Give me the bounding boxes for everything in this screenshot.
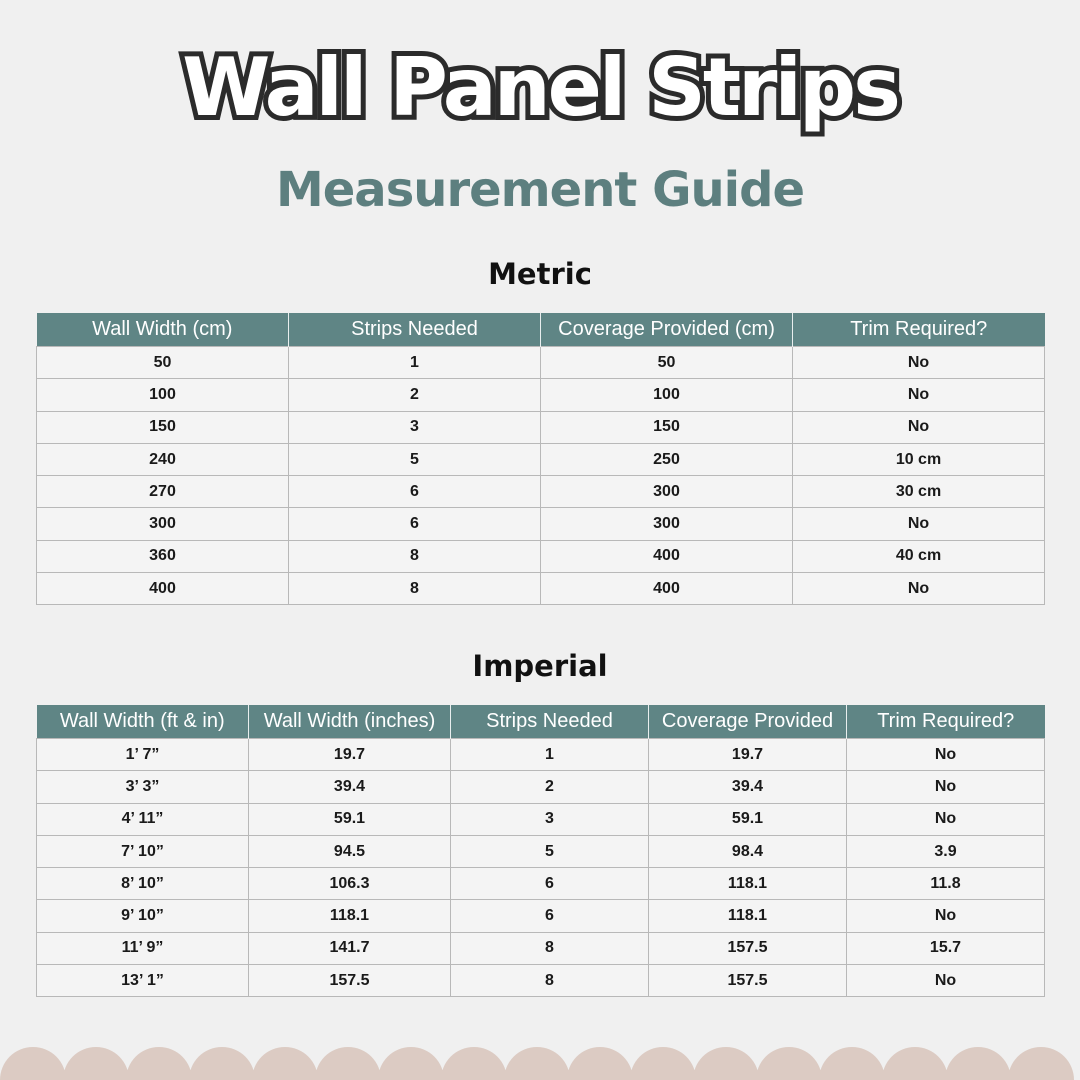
metric-cell: 400 [541, 540, 793, 572]
imperial-row [37, 739, 1045, 771]
imperial-cell: 157.5 [649, 965, 847, 997]
metric-header-row [37, 313, 1045, 347]
imperial-cell: 157.5 [249, 965, 451, 997]
metric-cell: 400 [37, 573, 289, 605]
metric-cell: 40 cm [793, 540, 1045, 572]
page-title: Wall Panel Strips [182, 41, 898, 134]
imperial-column-header: Trim Required? [847, 705, 1045, 739]
imperial-cell: 3 [451, 803, 649, 835]
imperial-cell: 9’ 10” [37, 900, 249, 932]
imperial-row [37, 932, 1045, 964]
imperial-cell: 6 [451, 868, 649, 900]
imperial-column-header: Coverage Provided [649, 705, 847, 739]
imperial-cell: 19.7 [249, 739, 451, 771]
metric-row [37, 508, 1045, 540]
imperial-cell: No [847, 771, 1045, 803]
imperial-cell: 1 [451, 739, 649, 771]
imperial-cell: 39.4 [649, 771, 847, 803]
metric-cell: 250 [541, 443, 793, 475]
imperial-cell: 118.1 [649, 900, 847, 932]
imperial-cell: 4’ 11” [37, 803, 249, 835]
imperial-cell: 8 [451, 932, 649, 964]
metric-cell: 400 [541, 573, 793, 605]
imperial-cell: 11’ 9” [37, 932, 249, 964]
metric-row [37, 411, 1045, 443]
metric-column-header: Coverage Provided (cm) [541, 313, 793, 347]
scalloped-border [0, 1040, 1080, 1080]
metric-row [37, 443, 1045, 475]
page-subtitle: Measurement Guide [275, 162, 804, 218]
metric-cell: 1 [289, 347, 541, 379]
metric-cell: 300 [37, 508, 289, 540]
metric-row [37, 379, 1045, 411]
imperial-cell: 8’ 10” [37, 868, 249, 900]
metric-cell: 5 [289, 443, 541, 475]
metric-cell: No [793, 508, 1045, 540]
imperial-cell: 6 [451, 900, 649, 932]
metric-cell: 2 [289, 379, 541, 411]
metric-cell: 150 [541, 411, 793, 443]
imperial-column-header: Wall Width (inches) [249, 705, 451, 739]
imperial-header-row [37, 705, 1045, 739]
metric-cell: 8 [289, 540, 541, 572]
metric-cell: 150 [37, 411, 289, 443]
metric-cell: 100 [37, 379, 289, 411]
metric-cell: 300 [541, 508, 793, 540]
imperial-cell: 3.9 [847, 835, 1045, 867]
metric-cell: 6 [289, 476, 541, 508]
metric-column-header: Wall Width (cm) [37, 313, 289, 347]
metric-cell: No [793, 411, 1045, 443]
metric-cell: 50 [37, 347, 289, 379]
imperial-cell: No [847, 739, 1045, 771]
imperial-cell: No [847, 803, 1045, 835]
metric-row [37, 476, 1045, 508]
imperial-cell: 98.4 [649, 835, 847, 867]
imperial-row [37, 965, 1045, 997]
metric-column-header: Trim Required? [793, 313, 1045, 347]
imperial-cell: 15.7 [847, 932, 1045, 964]
metric-cell: 8 [289, 573, 541, 605]
imperial-cell: 7’ 10” [37, 835, 249, 867]
metric-cell: No [793, 573, 1045, 605]
imperial-cell: 94.5 [249, 835, 451, 867]
imperial-cell: 2 [451, 771, 649, 803]
imperial-cell: 8 [451, 965, 649, 997]
metric-cell: No [793, 379, 1045, 411]
metric-cell: 6 [289, 508, 541, 540]
imperial-row [37, 771, 1045, 803]
imperial-row [37, 900, 1045, 932]
imperial-cell: 19.7 [649, 739, 847, 771]
imperial-cell: No [847, 900, 1045, 932]
imperial-column-header: Wall Width (ft & in) [37, 705, 249, 739]
metric-cell: No [793, 347, 1045, 379]
metric-cell: 100 [541, 379, 793, 411]
metric-row [37, 540, 1045, 572]
metric-cell: 300 [541, 476, 793, 508]
imperial-cell: 118.1 [249, 900, 451, 932]
imperial-cell: 39.4 [249, 771, 451, 803]
metric-cell: 360 [37, 540, 289, 572]
imperial-cell: 3’ 3” [37, 771, 249, 803]
metric-cell: 50 [541, 347, 793, 379]
imperial-cell: 157.5 [649, 932, 847, 964]
imperial-row [37, 803, 1045, 835]
metric-row [37, 347, 1045, 379]
imperial-cell: No [847, 965, 1045, 997]
metric-cell: 30 cm [793, 476, 1045, 508]
imperial-cell: 59.1 [249, 803, 451, 835]
imperial-cell: 59.1 [649, 803, 847, 835]
imperial-cell: 106.3 [249, 868, 451, 900]
scallop-shapes [0, 1047, 1074, 1080]
metric-cell: 270 [37, 476, 289, 508]
metric-cell: 240 [37, 443, 289, 475]
metric-table [36, 313, 1045, 605]
metric-heading: Metric [488, 257, 592, 291]
metric-cell: 10 cm [793, 443, 1045, 475]
imperial-cell: 118.1 [649, 868, 847, 900]
imperial-heading: Imperial [472, 649, 608, 683]
imperial-table [36, 705, 1045, 997]
metric-row [37, 573, 1045, 605]
imperial-row [37, 835, 1045, 867]
imperial-cell: 13’ 1” [37, 965, 249, 997]
metric-column-header: Strips Needed [289, 313, 541, 347]
metric-cell: 3 [289, 411, 541, 443]
imperial-row [37, 868, 1045, 900]
imperial-cell: 1’ 7” [37, 739, 249, 771]
imperial-cell: 5 [451, 835, 649, 867]
imperial-cell: 141.7 [249, 932, 451, 964]
imperial-column-header: Strips Needed [451, 705, 649, 739]
imperial-cell: 11.8 [847, 868, 1045, 900]
